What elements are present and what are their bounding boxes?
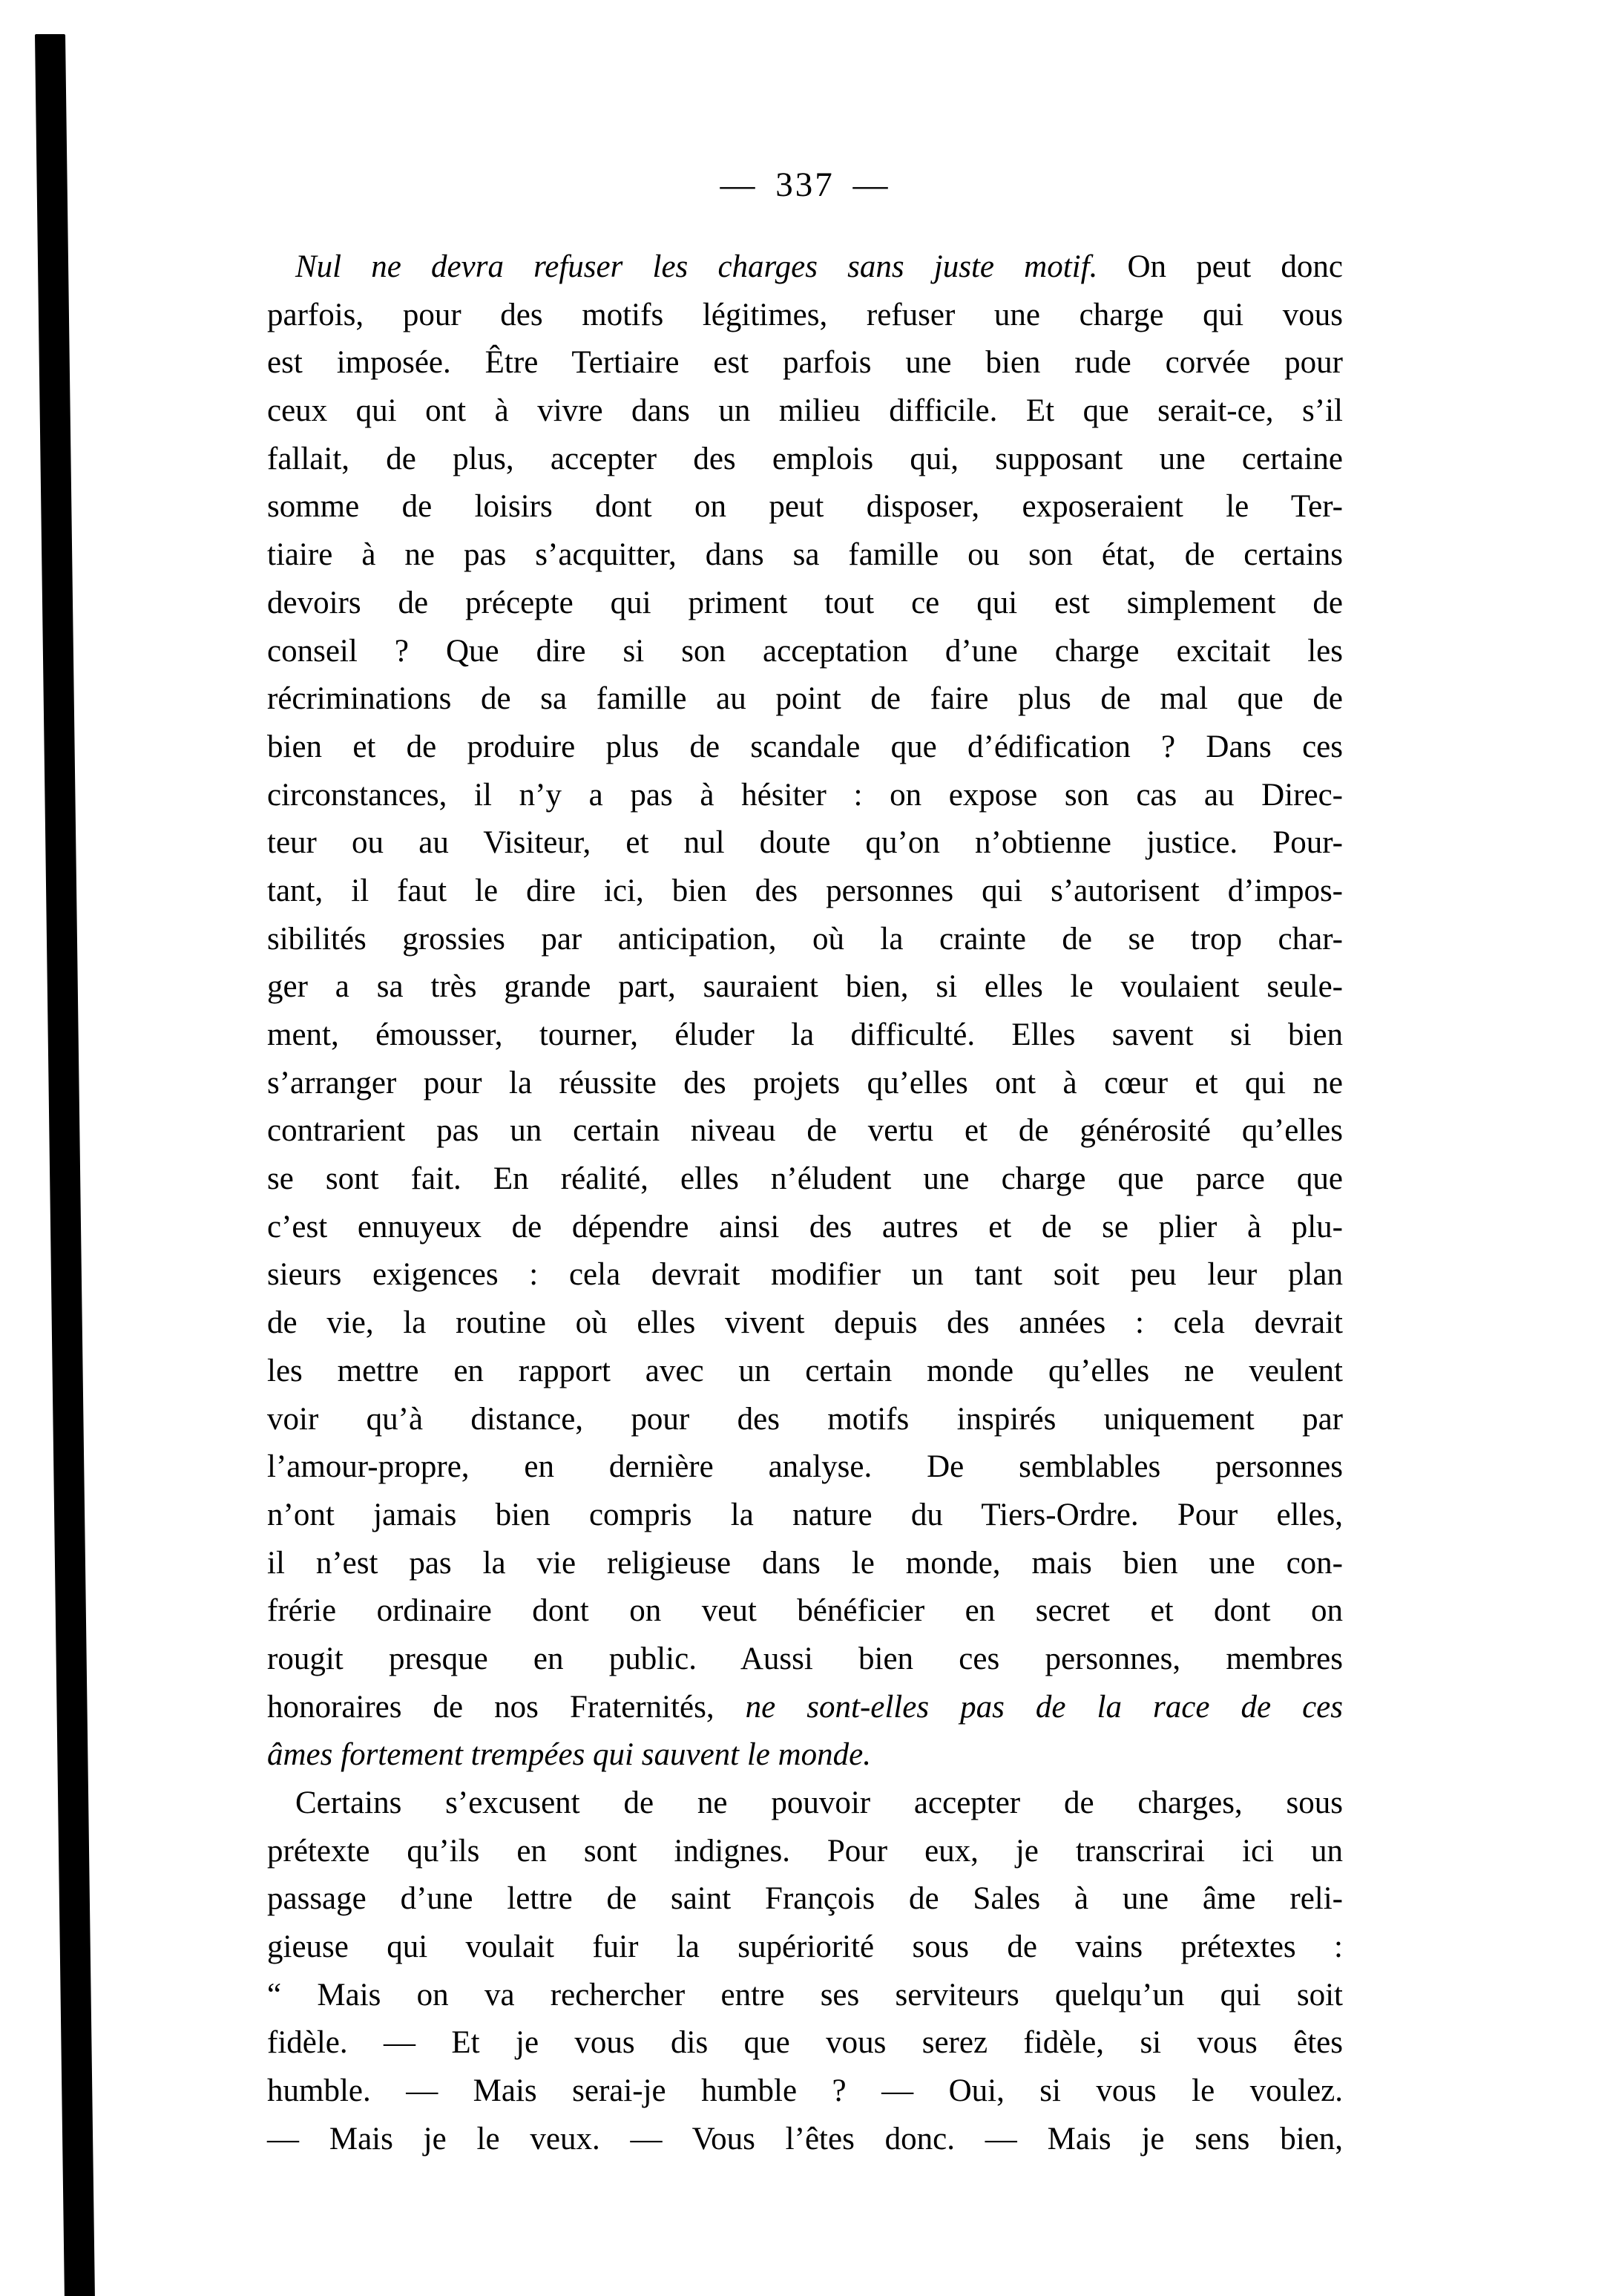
text-run: sieurs exigences : cela devrait modifier un tant soit peu leur plan <box>267 1257 1343 1293</box>
text-line <box>267 1155 1343 1204</box>
text-run: “ Mais on va rechercher entre ses serviteurs quelqu’un qui soit <box>267 1977 1343 2013</box>
text-run: fidèle. — Et je vous dis que vous serez fidèle, si vous êtes <box>267 2025 1343 2061</box>
text-run: — Mais je le veux. — Vous l’êtes donc. — Mais je sens bien, <box>267 2121 1343 2156</box>
page-number: — 337 — <box>720 165 890 204</box>
italic-text-run: âmes fortement trempées qui sauvent le monde. <box>267 1737 872 1773</box>
text-run: les mettre en rapport avec un certain monde qu’elles ne veulent <box>267 1353 1343 1388</box>
text-run: gieuse qui voulait fuir la supériorité sous de vains prétextes : <box>267 1929 1343 1965</box>
italic-text-run: ne sont-elles pas de la race de ces <box>745 1689 1344 1725</box>
text-line <box>267 1684 1343 1732</box>
text-run: humble. — Mais serai-je humble ? — Oui, si vous le voulez. <box>267 2073 1343 2109</box>
text-run: contrarient pas un certain niveau de vertu et de générosité qu’elles <box>267 1113 1343 1149</box>
text-line <box>267 1299 1343 1348</box>
text-run: On peut donc <box>1097 249 1344 284</box>
text-run: tant, il faut le dire ici, bien des personnes qui s’autorisent d’impos- <box>267 873 1343 908</box>
text-line <box>267 387 1343 436</box>
text-run: ger a sa très grande part, sauraient bien, si elles le voulaient seule- <box>267 969 1343 1005</box>
italic-text-run: Nul ne devra refuser les charges sans juste motif. <box>295 249 1098 284</box>
text-run: rougit presque en public. Aussi bien ces personnes, membres <box>267 1641 1343 1676</box>
text-line <box>267 1348 1343 1396</box>
text-line <box>267 580 1343 628</box>
text-run: devoirs de précepte qui priment tout ce qui est simplement de <box>267 585 1343 620</box>
text-line <box>267 819 1343 867</box>
text-line <box>267 292 1343 340</box>
text-line <box>267 1780 1343 1828</box>
text-line <box>267 1540 1343 1588</box>
text-run: conseil ? Que dire si son acceptation d’une charge excitait les <box>267 633 1343 669</box>
text-run: ment, émousser, tourner, éluder la difficulté. Elles savent si bien <box>267 1017 1343 1052</box>
text-line <box>267 2116 1343 2164</box>
text-line <box>267 436 1343 484</box>
text-line <box>267 2019 1343 2067</box>
text-run: récriminations de sa famille au point de faire plus de mal que de <box>267 681 1343 717</box>
text-run: parfois, pour des motifs légitimes, refuser une charge qui vous <box>267 297 1343 332</box>
text-run: teur ou au Visiteur, et nul doute qu’on n’obtienne justice. Pour- <box>267 825 1343 861</box>
text-line <box>267 1060 1343 1108</box>
text-line <box>267 1011 1343 1060</box>
text-line <box>267 339 1343 387</box>
text-run: fallait, de plus, accepter des emplois qui, supposant une certaine <box>267 441 1343 476</box>
text-line <box>267 675 1343 724</box>
text-line <box>267 1875 1343 1923</box>
text-run: de vie, la routine où elles vivent depuis des années : cela devrait <box>267 1305 1343 1341</box>
text-run: tiaire à ne pas s’acquitter, dans sa famille ou son état, de certains <box>267 537 1343 573</box>
text-line <box>267 724 1343 772</box>
text-line <box>267 1492 1343 1540</box>
text-line <box>267 1251 1343 1299</box>
text-line <box>267 772 1343 820</box>
text-line <box>267 1636 1343 1684</box>
text-run: s’arranger pour la réussite des projets qu’elles ont à cœur et qui ne <box>267 1065 1343 1101</box>
text-run: prétexte qu’ils en sont indignes. Pour eux, je transcrirai ici un <box>267 1833 1343 1869</box>
text-line <box>267 2067 1343 2116</box>
text-line <box>267 531 1343 580</box>
text-line <box>267 243 1343 292</box>
text-line <box>267 483 1343 531</box>
text-run: sibilités grossies par anticipation, où la crainte de se trop char- <box>267 921 1343 957</box>
text-line <box>267 1587 1343 1636</box>
text-line <box>267 963 1343 1011</box>
text-line <box>267 1443 1343 1492</box>
text-run: voir qu’à distance, pour des motifs inspirés uniquement par <box>267 1401 1343 1437</box>
text-line <box>267 1923 1343 1972</box>
text-run: l’amour-propre, en dernière analyse. De semblables personnes <box>267 1449 1343 1485</box>
text-run: se sont fait. En réalité, elles n’éludent une charge que parce que <box>267 1161 1343 1197</box>
text-run: Certains s’excusent de ne pouvoir accepter de charges, sous <box>295 1785 1343 1820</box>
text-line <box>267 1107 1343 1155</box>
text-run: passage d’une lettre de saint François de Sales à une âme reli- <box>267 1881 1343 1917</box>
text-line <box>267 628 1343 676</box>
text-run: honoraires de nos Fraternités, <box>267 1689 746 1725</box>
text-line <box>267 1396 1343 1444</box>
text-run: bien et de produire plus de scandale que d’édification ? Dans ces <box>267 729 1343 764</box>
text-line <box>267 1204 1343 1252</box>
text-run: ceux qui ont à vivre dans un milieu difficile. Et que serait-ce, s’il <box>267 393 1343 429</box>
text-run: somme de loisirs dont on peut disposer, exposeraient le Ter- <box>267 489 1343 525</box>
text-line <box>267 1972 1343 2020</box>
text-line <box>267 1731 1343 1780</box>
text-run: est imposée. Être Tertiaire est parfois une bien rude corvée pour <box>267 345 1343 381</box>
text-line <box>267 916 1343 964</box>
text-run: n’ont jamais bien compris la nature du Tiers-Ordre. Pour elles, <box>267 1497 1343 1532</box>
text-run: il n’est pas la vie religieuse dans le monde, mais bien une con- <box>267 1545 1343 1581</box>
text-line <box>267 1828 1343 1876</box>
binding-shadow <box>35 34 95 2296</box>
body-text <box>267 243 1343 2164</box>
text-run: frérie ordinaire dont on veut bénéficier en secret et dont on <box>267 1593 1343 1629</box>
text-run: circonstances, il n’y a pas à hésiter : on expose son cas au Direc- <box>267 777 1343 813</box>
text-run: c’est ennuyeux de dépendre ainsi des autres et de se plier à plu- <box>267 1209 1343 1244</box>
text-line <box>267 867 1343 916</box>
